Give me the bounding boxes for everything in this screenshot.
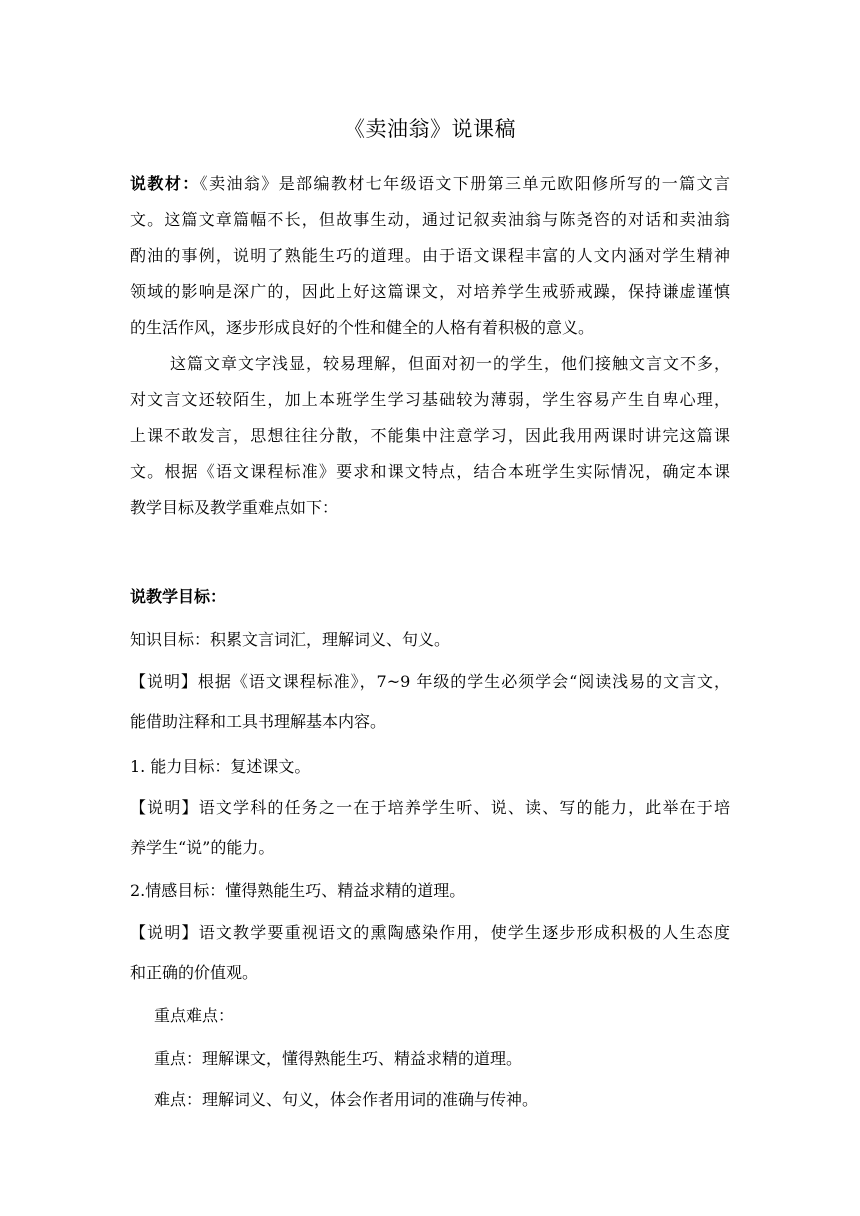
knowledge-goal: 知识目标：积累文言词汇，理解词义、句义。	[130, 630, 451, 649]
note-line: 养学生“说”的能力。	[130, 838, 275, 857]
difficult-point: 难点：理解词义、句义，体会作者用词的准确与传神。	[154, 1090, 539, 1109]
section-label-textbook: 说教材：	[130, 174, 200, 193]
key-point: 重点：理解课文，懂得熟能生巧、精益求精的道理。	[154, 1049, 523, 1068]
note-line: 【说明】语文学科的任务之一在于培养学生听、说、读、写的能力，此举在于培	[130, 798, 730, 817]
paragraph-line: 文。这篇文章篇幅不长，但故事生动，通过记叙卖油翁与陈尧咨的对话和卖油翁	[130, 210, 730, 229]
paragraph-line: 对文言文还较陌生，加上本班学生学习基础较为薄弱，学生容易产生自卑心理，	[130, 390, 730, 409]
key-difficult-heading: 重点难点：	[154, 1006, 235, 1025]
emotion-goal: 2.情感目标：懂得熟能生巧、精益求精的道理。	[130, 881, 466, 900]
paragraph-line: 酌油的事例，说明了熟能生巧的道理。由于语文课程丰富的人文内涵对学生精神	[130, 246, 730, 265]
note-line: 【说明】语文教学要重视语文的熏陶感染作用，使学生逐步形成积极的人生态度	[130, 923, 730, 942]
paragraph-line: 这篇文章文字浅显，较易理解，但面对初一的学生，他们接触文言文不多，	[170, 354, 730, 373]
document-title: 《卖油翁》说课稿	[344, 117, 516, 141]
paragraph-line: 的生活作风，逐步形成良好的个性和健全的人格有着积极的意义。	[130, 318, 595, 337]
teaching-goals-heading: 说教学目标：	[130, 587, 227, 606]
note-line: 【说明】根据《语文课程标准》，7~9 年级的学生必须学会“阅读浅易的文言文，	[130, 672, 730, 691]
note-line: 能借助注释和工具书理解基本内容。	[130, 712, 387, 731]
paragraph-line: 上课不敢发言，思想往往分散，不能集中注意学习，因此我用两课时讲完这篇课	[130, 426, 730, 445]
paragraph-line: 领域的影响是深广的，因此上好这篇课文，对培养学生戒骄戒躁，保持谦虚谨慎	[130, 282, 730, 301]
paragraph-line: 教学目标及教学重难点如下：	[130, 498, 339, 517]
note-line: 和正确的价值观。	[130, 963, 259, 982]
ability-goal: 1. 能力目标：复述课文。	[130, 757, 311, 776]
paragraph-line: 文。根据《语文课程标准》要求和课文特点，结合本班学生实际情况，确定本课	[130, 462, 730, 481]
paragraph-text: 《卖油翁》是部编教材七年级语文下册第三单元欧阳修所写的一篇文言	[199, 174, 730, 193]
paragraph-line	[130, 172, 730, 196]
